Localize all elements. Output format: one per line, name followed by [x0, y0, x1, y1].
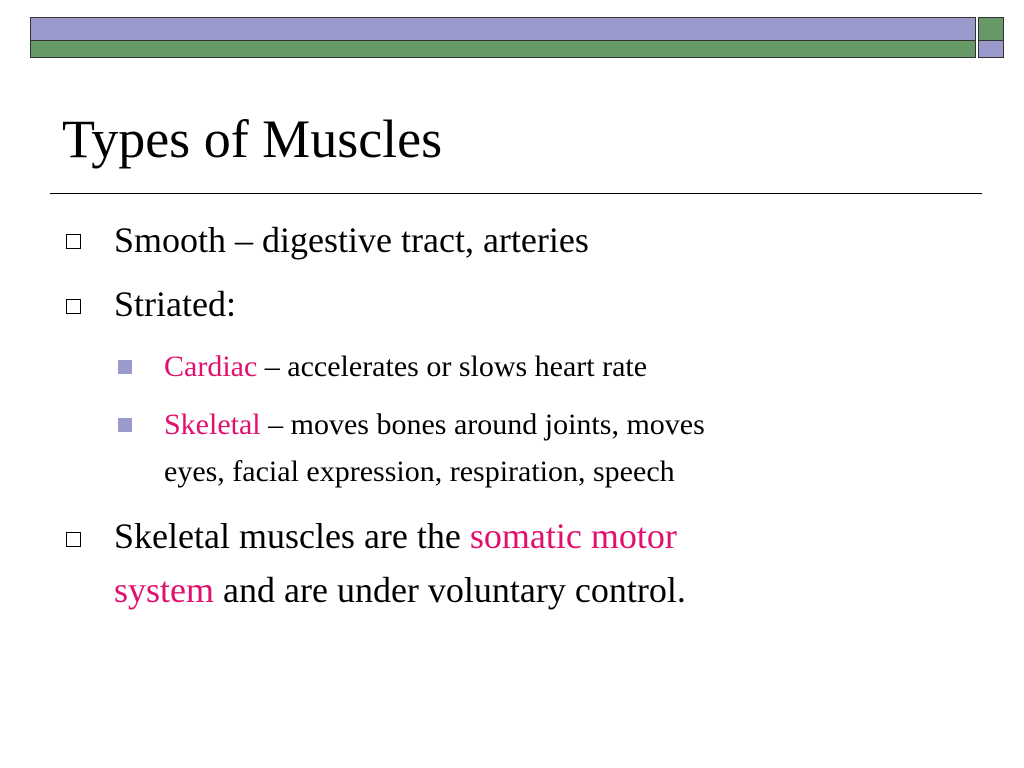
highlight-system: system	[114, 570, 215, 610]
filled-square-bullet-icon	[118, 360, 132, 374]
filled-square-bullet-icon	[118, 418, 132, 432]
somatic-post: and are under voluntary control.	[214, 570, 686, 610]
hollow-square-bullet-icon	[66, 299, 81, 314]
bullet-somatic-line1	[114, 512, 677, 560]
header-square-top	[978, 17, 1004, 41]
highlight-somatic-motor: somatic motor	[469, 516, 677, 556]
sub-bullet-skeletal	[164, 403, 705, 447]
bullet-striated: Striated:	[114, 284, 236, 324]
header-square-bottom	[978, 41, 1004, 58]
slide-title: Types of Muscles	[62, 109, 443, 169]
bullet-smooth: Smooth – digestive tract, arteries	[114, 220, 589, 260]
sub-bullet-cardiac	[164, 345, 647, 389]
cardiac-description: – accelerates or slows heart rate	[257, 350, 648, 383]
skeletal-description: – moves bones around joints, moves	[260, 408, 705, 441]
header-bar-top	[30, 17, 976, 41]
bullet-somatic-line2	[114, 566, 686, 614]
skeletal-description-continuation: eyes, facial expression, respiration, speech	[164, 455, 675, 488]
title-divider	[50, 193, 982, 194]
header-bar-bottom	[30, 41, 976, 58]
hollow-square-bullet-icon	[66, 234, 81, 249]
hollow-square-bullet-icon	[66, 532, 81, 547]
highlight-skeletal: Skeletal	[164, 408, 261, 441]
somatic-pre: Skeletal muscles are the	[114, 516, 470, 556]
highlight-cardiac: Cardiac	[164, 350, 258, 383]
